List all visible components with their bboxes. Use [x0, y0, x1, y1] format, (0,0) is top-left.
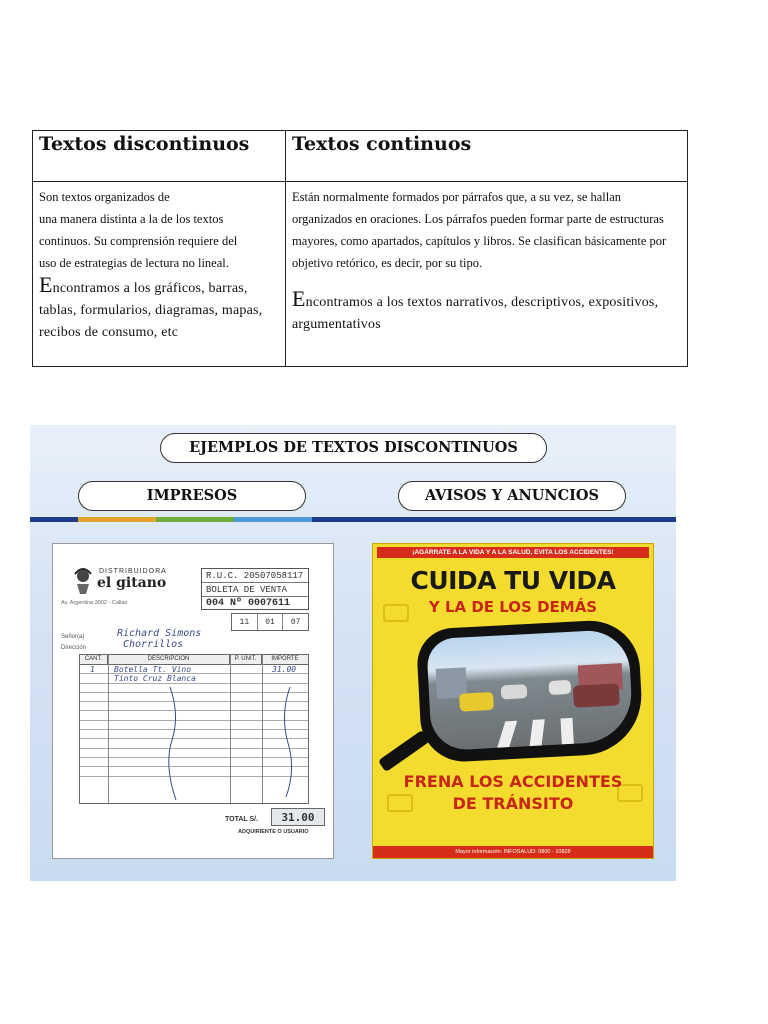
header-discontinuos: Textos discontinuos — [33, 131, 286, 182]
crosswalk-stripe — [560, 718, 573, 745]
brand-name: el gitano — [97, 575, 167, 591]
total-value: 31.00 — [271, 808, 325, 826]
receipt-image — [52, 543, 334, 859]
grid-header — [80, 655, 308, 665]
car — [549, 680, 572, 695]
disc-line: uso de estrategias de lectura no lineal. — [39, 256, 229, 270]
comparison-table — [32, 130, 688, 367]
drop-cap: E — [292, 286, 306, 311]
disc-line: una manera distinta a la de los textos — [39, 212, 224, 226]
crosswalk-stripe — [497, 721, 517, 748]
continuos-examples — [292, 288, 681, 336]
direccion-label: Dirección — [61, 645, 87, 651]
color-stripe — [30, 517, 676, 522]
col-importe: IMPORTE — [271, 656, 299, 662]
item-amount: 31.00 — [272, 665, 297, 674]
continuos-definition: Están normalmente formados por párrafos que, a su vez, se hallan organizados en oraciones. Los párrafos pueden formar parte de estructuras mayores, como apartados, capítulos y libros. Se clasifican básicamente por objetivo retórico, es decir, por su tipo. — [292, 190, 667, 270]
items-grid — [79, 654, 309, 804]
taxi-car — [459, 692, 494, 712]
table-header-row — [33, 131, 688, 182]
poster-title: CUIDA TU VIDA — [410, 566, 616, 595]
discontinuos-definition — [39, 186, 279, 274]
grid-divider — [108, 655, 109, 803]
senor-label: Señor(a) — [61, 634, 85, 640]
brand-top: DISTRIBUIDORA — [99, 568, 167, 575]
poster-message-line2: DE TRÁNSITO — [452, 794, 574, 813]
col-desc: DESCRIPCION — [108, 655, 230, 664]
stripe-segment — [234, 517, 312, 522]
date-day: 11 — [232, 614, 258, 630]
col-punit: P. UNIT. — [230, 655, 262, 664]
car — [501, 684, 528, 699]
car — [573, 683, 620, 707]
strike-squiggle-icon — [140, 685, 310, 803]
poster-message-line1: FRENA LOS ACCIDENTES — [403, 772, 623, 791]
examples-panel — [30, 425, 676, 881]
date-month: 01 — [258, 614, 284, 630]
doc-type: BOLETA DE VENTA — [202, 583, 308, 597]
poster-message — [373, 771, 653, 815]
item-desc-2: Tinto Cruz Blanca — [114, 674, 196, 683]
road-safety-poster — [372, 543, 654, 859]
receipt-number: 004 Nº 0007611 — [206, 598, 291, 609]
ruc-number: R.U.C. 20507058117 — [202, 569, 308, 583]
customer-name: Richard Simons — [117, 628, 202, 639]
item-desc-1: Botella Tt. Vino — [114, 665, 192, 674]
cell-discontinuos — [33, 182, 286, 367]
adquiriente-label: ADQUIRIENTE O USUARIO — [238, 829, 309, 835]
stripe-segment — [78, 517, 156, 522]
examples-text: ncontramos a los gráficos, barras, tablas, formularios, diagramas, mapas, recibos de consumo, etc — [39, 281, 263, 340]
poster-banner: ¡AGÁRRATE A LA VIDA Y A LA SALUD, EVITA LOS ACCIDENTES! — [377, 547, 649, 558]
address-line: Av. Argentina 3002 - Callao — [61, 600, 128, 606]
poster-footer: Mayor información: INFOSALUD: 0800 - 10828 — [373, 846, 653, 858]
table-body-row — [33, 182, 688, 367]
disc-line: Son textos organizados de — [39, 190, 170, 204]
customer-address: Chorrillos — [123, 639, 184, 650]
label-impresos: IMPRESOS — [78, 481, 306, 511]
poster-subtitle: Y LA DE LOS DEMÁS — [428, 598, 598, 616]
label-avisos: AVISOS Y ANUNCIOS — [398, 481, 626, 511]
mirror-handle-icon — [378, 730, 430, 772]
examples-title: EJEMPLOS DE TEXTOS DISCONTINUOS — [160, 433, 547, 463]
item-qty: 1 — [90, 665, 95, 674]
date-year: 07 — [290, 618, 301, 627]
col-cant: CANT. — [80, 655, 108, 664]
rearview-mirror-icon — [416, 618, 645, 763]
stripe-segment — [156, 517, 234, 522]
drop-cap: E — [39, 272, 53, 297]
traffic-scene — [426, 629, 634, 751]
total-label: TOTAL S/. — [225, 816, 259, 823]
date-box — [231, 613, 309, 631]
disc-line: continuos. Su comprensión requiere del — [39, 234, 238, 248]
examples-text: ncontramos a los textos narrativos, descriptivos, expositivos, argumentativos — [292, 295, 659, 332]
header-continuos: Textos continuos — [286, 131, 688, 182]
ruc-box — [201, 568, 309, 610]
crosswalk-stripe — [530, 719, 545, 746]
discontinuos-examples — [39, 274, 279, 344]
cell-continuos — [286, 182, 688, 367]
